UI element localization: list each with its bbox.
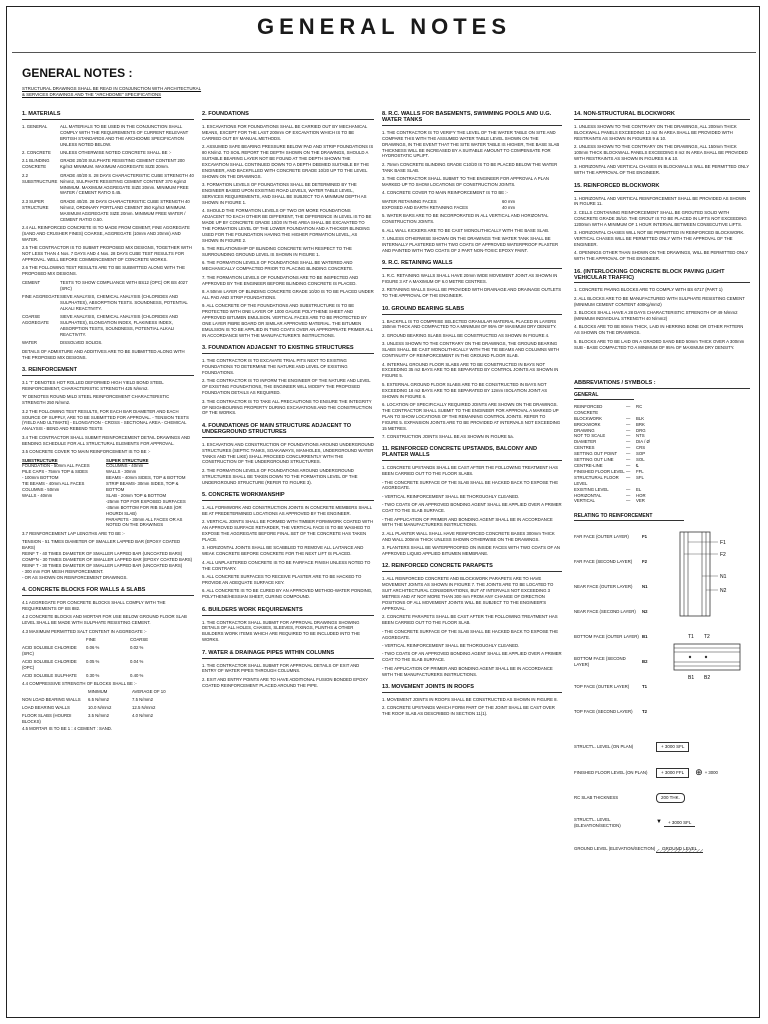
cover-line: COLUMNS - 50mm <box>22 487 60 493</box>
note-paragraph: 3. THE CONTRACTOR IS TO TAKE ALL PRECAUTIONS TO ENSURE THE INTEGRITY OF NEIGHBOURING PROPERTY DURING EXCAVATIONS AND THE CONSTRUCTION OF THE WORKS. <box>202 398 372 416</box>
abbreviation-dash: — <box>626 403 631 409</box>
abbreviation-dash: — <box>626 451 631 457</box>
sheet-title: GENERAL NOTES <box>256 14 512 39</box>
legend-code: N1 <box>642 583 648 589</box>
note-paragraph: 3. HORIZONTAL JOINTS SHALL BE SCABBLED TO REMOVE ALL LAITANCE AND WEAK CONCRETE BEFORE CONCRETE FOR THE NEXT LIFT IS PLACED. <box>202 545 364 557</box>
cover-super-heading: SUPER STRUCTURE <box>106 457 149 463</box>
fig-label-n1: N1 <box>720 574 727 581</box>
note-key: 2. CONCRETE <box>22 150 51 156</box>
table-row <box>22 697 194 703</box>
table-row <box>22 659 194 671</box>
reinforcement-heading: RELATING TO REINFORCEMENT <box>574 514 684 521</box>
table-cell: 0.30 % <box>86 672 100 678</box>
abbreviation-dash: — <box>626 445 631 451</box>
abbreviation-dash: — <box>626 427 631 433</box>
abbreviation-row <box>574 404 750 416</box>
abbreviation-code: ℄ <box>636 462 639 468</box>
note-paragraph: 1. CONCRETE UPSTANDS SHALL BE CAST AFTER THE FOLLOWING TREATMENT HAS BEEN CARRIED OUT TO THE FLOOR SLABS. <box>382 465 559 477</box>
cover-line: SLAB - 20mm TOP & BOTTOM <box>106 492 167 498</box>
note-paragraph: 8. A 50mm LAYER OF BLINDING CONCRETE GRADE 10/20 IS TO BE PLACED UNDER ALL PAD AND STRIP FOUNDATIONS. <box>202 289 374 300</box>
slab-thickness-tag: 200 THK. <box>656 793 685 803</box>
note-key: FINE AGGREGATE <box>22 294 60 300</box>
abbreviation-dash: — <box>626 439 631 445</box>
section-heading: 4. CONCRETE BLOCKS FOR WALLS & SLABS <box>22 588 194 596</box>
table-cell: MINIMUM <box>88 688 108 694</box>
table-row <box>22 713 194 725</box>
fig-label-b1: B1 <box>688 675 695 682</box>
level-label: STRUCT'L. LEVEL (ON PLAN) <box>574 744 634 750</box>
level-symbol-row <box>574 734 750 760</box>
section-heading: 6. BUILDERS WORK REQUIREMENTS <box>202 608 374 616</box>
note-value: GRADE 40/20. 28 DAYS CHARACTERISTIC CUBE STRENGTH 40 N/mm2, ORDINARY PORTLAND CEMENT 350 Kg/m3 MINIMUM. MAXIMUM AGGREGATE SIZE 20mm. MINIMUM FREE WATER / CEMENT RATIO 0.50. <box>60 198 190 222</box>
fig-label-t2: T2 <box>704 634 710 641</box>
section-heading: 3. REINFORCEMENT <box>22 368 194 376</box>
legend-label: FAR FACE (SECOND LAYER) <box>574 558 633 564</box>
abbreviation-term: DIAMETER <box>574 439 597 445</box>
note-paragraph: 4. OPENINGS OTHER THAN SHOWN ON THE DRAWINGS, WILL BE PERMITTED ONLY WITH THE APPROVAL OF THE ENGINEER. <box>574 250 748 262</box>
legend-row <box>574 699 750 724</box>
note-paragraph: 5. THE RELATIONSHIP OF BLINDING CONCRETE WITH RESPECT TO THE SURROUNDING GROUND LEVEL IS SHOWN IN FIGURE 1. <box>202 246 352 258</box>
note-paragraph: 1. THE CONTRACTOR SHALL SUBMIT FOR APPROVAL DRAWINGS SHOWING DETAILS OF ALL HOLES, CHASES, SLEEVES, FIXINGS, PLINTHS & OTHER BUILDERS WORK ITEMS WHICH ARE REQUIRED TO BE INCLUDED INTO THE WORKS. <box>202 619 360 643</box>
note-paragraph: 1. THE CONTRACTOR SHALL SUBMIT FOR APPROVAL DETAILS OF EXIT AND ENTRY OF WATER PIPES THROUGH COLUMNS. <box>202 662 360 674</box>
note-paragraph: - THE APPLICATION OF PRIMER AND BONDING AGENT SHALL BE IN ACCORDANCE WITH THE MANUFACTURERS INSTRUCTIONS. <box>382 665 553 677</box>
table-cell: 10.0 N/mm2 <box>88 704 112 710</box>
cover-sub-heading: SUBSTRUCTURE <box>22 457 58 463</box>
note-paragraph: 2. ALL PLANTER WALL SHALL HAVE REINFORCED CONCRETE BASES 300mm THICK AND WALL 200mm THICK UNLESS SHOWN OTHERWISE ON THE DRAWINGS. <box>382 530 555 542</box>
abbreviation-code: CRS <box>636 445 646 451</box>
table-cell: 0.04 % <box>130 658 144 664</box>
table-cell: 0.06 % <box>86 644 100 650</box>
note-paragraph: 4.3 MAXIMUM PERMITTED SALT CONTENT IN AGGREGATE :- <box>22 628 147 634</box>
note-paragraph: 3.7 REINFORCEMENT LAP LENGTHS ARE TO BE :- <box>22 530 125 536</box>
abbreviation-term: REINFORCED CONCRETE <box>574 403 603 415</box>
note-value: SIEVE ANALYSIS, CHEMICAL ANALYSIS (CHLORIDES AND SULPHATES), ELONGATION INDEX, FLAKINESS INDEX, ABSORPTION TESTS, SOUNDNESS, POTENTIAL ALKALI REACTIVITY. <box>60 314 179 337</box>
slab-reinforcement-diagram <box>670 632 750 682</box>
abbreviation-code: EL <box>636 486 642 492</box>
note-paragraph: 2. THE FORMATION LEVELS OF FOUNDATIONS AROUND UNDERGROUND STRUCTURES SHALL BE TAKEN DOWN TO THE FORMATION LEVEL OF THE UNDERGROUND STRUCTURE (REFER TO FIGURE 3). <box>202 467 358 485</box>
abbreviation-term: CENTRES <box>574 445 595 451</box>
table-cell: LOAD BEARING WALLS <box>22 704 70 710</box>
cover-line: WALLS - 30mm <box>106 469 137 475</box>
note-paragraph: 2.6 THE FOLLOWING TEST RESULTS ARE TO BE SUBMITTED ALONG WITH THE PROPOSED MIX DESIGNS. <box>22 265 185 277</box>
table-cell: 0.02 % <box>130 644 144 650</box>
note-row <box>22 294 194 312</box>
note-paragraph: 3. PLANTERS SHALL BE WATERPROOFED ON INSIDE FACES WITH TWO COATS OF AN APPROVED LIQUID APPLIED BITUMEN MEMBRANE. <box>382 545 561 557</box>
note-paragraph: 7. THE FORMATION LEVELS OF FOUNDATIONS ARE TO BE INSPECTED AND APPROVED BY THE ENGINEER BEFORE BLINDING CONCRETE IS PLACED. <box>202 274 359 286</box>
abbreviation-term: BRICKWORK <box>574 421 601 427</box>
level-symbol-row <box>574 760 750 786</box>
ground-level-symbol: GROUND LEVEL <box>656 846 703 853</box>
legend-code: N2 <box>642 608 648 614</box>
bar-dot <box>705 656 707 658</box>
abbreviation-code: BLK <box>636 415 645 421</box>
note-paragraph: 2. CELLS CONTAINING REINFORCEMENT SHALL BE GROUTED SOLID WITH CONCRETE GRADE 35/10. THE GROUT IS TO BE PLACED IN LIFTS NOT EXCEEDING 1200mm WITH A MINIMUM OF 1 HOUR INTERVAL BETWEEN CONSECUTIVE LIFTS. <box>574 209 747 227</box>
abbreviation-dash: — <box>626 457 631 463</box>
note-paragraph: 1. R.C. RETAINING WALLS SHALL HAVE 20mm WIDE MOVEMENT JOINT AS SHOWN IN FIGURE 3 AT A MAXIMUM OF 6.0 METRE CENTRES. <box>382 273 558 284</box>
table-row <box>22 705 194 711</box>
general-notes-intro: STRUCTURAL DRAWINGS SHALL BE READ IN CONJUNCTION WITH ARCHITECTURAL & SERVICES DRAWINGS AND THE "ARCHDOME" SPECIFICATIONS <box>22 86 202 97</box>
note-paragraph: 3.2 THE FOLLOWING TEST RESULTS, FOR EACH BAR DIAMETER AND EACH SOURCE OF SUPPLY, ARE TO BE SUBMITTED FOR APPROVAL. - TENSION TESTS (YIELD AND ULTIMATE) - ELONGATION - CROSS - SECTIONAL AREA - CHEMICAL ANALYSIS - BEND AND REBEND TESTS <box>22 408 189 432</box>
table-cell: AVERAGE OF 10 <box>132 688 166 694</box>
section-heading: 12. REINFORCED CONCRETE PARAPETS <box>382 564 562 572</box>
cover-line: BEAMS - 40mm SIDES, TOP & BOTTOM <box>106 475 186 481</box>
note-paragraph: - VERTICAL REINFORCEMENT SHALL BE THOROUGHLY CLEANED. <box>382 493 520 499</box>
abbreviation-dash: — <box>626 486 631 492</box>
abbreviation-term: STRUCTURAL FLOOR LEVEL <box>574 474 619 486</box>
abbreviation-dash: — <box>626 468 631 474</box>
lap-line: REINF T - 30 TIMES DIAMETER OF SMALLER LAPPED BAR (UNCOATED BARS) <box>22 562 183 568</box>
note-paragraph: 2. CONCRETE UPSTANDS WHICH FORM PART OF THE JOINT SHALL BE CAST OVER THE ROOF SLAB AS DESCRIBED IN SECTION 11(1). <box>382 705 555 717</box>
abbreviation-term: SETTING OUT LINE <box>574 457 614 463</box>
fig-label-t1: T1 <box>688 634 694 641</box>
section-heading: 16. (INTERLOCKING CONCRETE BLOCK PAVING (LIGHT VEHICULAR TRAFFIC) <box>574 270 750 284</box>
note-key: 2.2 SUBSTRUCTURE <box>22 172 58 184</box>
note-key: 2.1 BLINDING CONCRETE <box>22 158 50 170</box>
note-paragraph: 3. THE CONTRACTOR SHALL SUBMIT TO THE ENGINEER FOR APPROVAL A PLAN MARKED UP TO SHOW LOCATIONS OF CONSTRUCTION JOINTS. <box>382 176 549 188</box>
note-paragraph: 1. HORIZONTAL AND VERTICAL REINFORCEMENT SHALL BE PROVIDED AS SHOWN IN FIGURE 11. <box>574 195 747 207</box>
note-paragraph: 7. UNLESS OTHERWISE SHOWN ON THE DRAWINGS THE WATER TANK SHALL BE INTERNALLY PLASTERED WITH TWO COATS OF APPROVED WATERPROOF PLASTER AND PAINTED WITH TWO COATS OF 2 PART NON-TOXIC EPOXY PAINT. <box>382 235 559 253</box>
note-value: ALL MATERIALS TO BE USED IN THE CONJUNCTION SHALL COMPLY WITH THE REQUIREMENTS OF CURRENT RELEVANT BRITISH STANDARDS AND THE ARCHDOME SPECIFICATION UNLESS NOTED BELOW. <box>60 123 189 147</box>
legend-code: B1 <box>642 633 648 639</box>
abbreviation-dash: — <box>626 474 631 480</box>
cover-substructure <box>22 458 100 529</box>
table-cell: 0.05 % <box>86 658 100 664</box>
note-row <box>22 173 194 197</box>
note-paragraph: 2.4 ALL REINFORCED CONCRETE IS TO MADE FROM CEMENT, FINE AGGREGATE (SAND AND CRUSHER FINES) COARSE, AGGREGATE (10mm AND 20mm) AND WATER. <box>22 225 190 242</box>
note-paragraph: 7. CONSTRUCTION JOINTS SHALL BE AS SHOWN IN FIGURE 5a. <box>382 433 514 439</box>
cover-line: TIE BEAMS - 40mm ALL FACES <box>22 481 85 487</box>
abbreviation-dash: — <box>626 498 631 504</box>
cover-line: PARAPETS - 30mm ALL FACES OR AS NOTED ON THE DRAWINGS <box>106 516 183 528</box>
table-cell: ACID SOLUBLE CHLORIDE (SRC) <box>22 644 77 656</box>
note-paragraph: 3. FORMATION LEVELS OF FOUNDATIONS SHALL BE DETERMINED BY THE ENGINEER BASED UPON EXISTING ROAD LEVELS, WATER TABLE LEVEL, SERVICES REQUIREMENTS, AND SHALL BE SUBJECT TO A MINIMUM DEPTH AS SHOWN IN FIGURE 1. <box>202 182 367 205</box>
note-paragraph: 3. BLOCKS SHALL HAVE A 28 DAYS CHARACTERISTIC STRENGTH OF 49 N/mm2 (MINIMUM INDIVIDUAL STRENGTH 40 N/mm2) <box>574 310 738 322</box>
note-paragraph: 5. BLOCKS ARE TO BE LAID ON A GRADED SAND BED 50mm THICK OVER A 300mm SUB - BASE COMPACTED TO A MINIMUM OF 95% OF MAXIMUM DRY DENSITY. <box>574 338 745 350</box>
abbreviation-dash: — <box>626 415 631 421</box>
note-value: TESTS TO SHOW COMPLIANCE WITH BS12 (OPC) OR BS 4027 (SRC) <box>60 279 188 291</box>
section-heading: 10. GROUND BEARING SLABS <box>382 307 562 315</box>
note-paragraph: 'R' DENOTES ROUND MILD STEEL REINFORCEMENT CHARACTERISTIC STRENGTH 250 N/mm2. <box>22 394 170 406</box>
note-row <box>22 158 194 170</box>
abbreviation-code: SFL <box>636 474 644 480</box>
notes-column-1 <box>22 112 194 735</box>
note-paragraph: 1. ALL FORMWORK AND CONSTRUCTION JOINTS IN CONCRETE MEMBERS SHALL BE AT PREDETERMINED LOCATIONS AS APPROVED BY THE ENGINEER. <box>202 504 372 516</box>
abbreviation-term: HORIZONTAL <box>574 492 602 498</box>
legend-label: TOP FACE (OUTER LAYER) <box>574 683 630 689</box>
note-paragraph: 6. ALL CONCRETE IS TO BE CURED BY AN APPROVED METHOD-WATER PONDING, POLYTHENE/HESSIAN SHEET, CURING COMPOUND. <box>202 588 373 600</box>
table-cell <box>22 637 82 643</box>
note-paragraph: 4. BLOCKS ARE TO BE 80mm THICK, LAID IN HERRING BONE OR OTHER PATTERN AS SHOWN ON THE DRAWINGS. <box>574 324 744 336</box>
table-cell: 12.5 N/mm2 <box>132 704 156 710</box>
note-paragraph: 1. CONCRETE PAVING BLOCKS ARE TO COMPLY WITH BS 6717 (PART 1) <box>574 287 723 293</box>
abbreviations-heading: ABBREVIATIONS / SYMBOLS : <box>574 381 750 389</box>
legend-code: B2 <box>642 658 648 664</box>
note-row <box>22 340 194 346</box>
abbreviation-dash: — <box>626 433 631 439</box>
notes-column-2 <box>202 112 374 691</box>
section-heading: 14. NON-STRUCTURAL BLOCKWORK <box>574 112 750 120</box>
cover-line: -35mm BOTTOM FOR RIB SLABS (OR HOURDI SLAB) <box>106 504 182 516</box>
legend-label: BOTTOM FACE (SECOND LAYER) <box>574 655 626 667</box>
level-label: GROUND LEVEL (ELEVATION/SECTION) <box>574 846 656 852</box>
level-triangle-icon: ▼ <box>656 819 662 826</box>
note-paragraph: 1. ALL REINFORCED CONCRETE AND BLOCKWORK PARAPETS ARE TO HAVE MOVEMENT JOINTS AS SHOWN IN FIGURE 7. THE JOINTS ARE TO BE LOCATED TO SUIT ARCHITECTURAL CONSIDERATIONS, BUT AT INTERVALS NOT EXCEEDING 3 METRES AND AT NOT MORE THAN 300 mm FROM ANY CHANGE OF DIRECTION POSITIONS OF ALL MOVEMENT JOINTS WILL BE SUBJECT TO THE ENGINEER'S APPROVAL. <box>382 576 554 611</box>
note-paragraph: 4.1 AGGREGATE FOR CONCRETE BLOCKS SHALL COMPLY WITH THE REQUIREMENTS OF BS 882. <box>22 600 166 611</box>
level-value: + 3000 SFL <box>664 820 695 827</box>
abbreviation-dash: — <box>626 421 631 427</box>
fig-label-f2: F2 <box>720 552 726 559</box>
table-cell: 3.5 N/mm2 <box>88 712 110 718</box>
note-paragraph: 9. ALL CONCRETE OF THE FOUNDATIONS AND SUBSTRUCTURE IS TO BE PROTECTED WITH ONE LAYER OF 1000 GAUGE POLYTHENE SHEET AND APPROVED BITUMEN EMULSION. VERTICAL FACES ARE TO BE PROTECTED BY ONE LAYER FIBRE BOARD OR SIMILAR APPROVED MATERIAL. THE BITUMEN EMULSION IS TO BE APPLIED IN TWO COATS OVER AN APPROPRIATE PRIMER ALL IN ACCORDANCE WITH THE MANUFACTURER'S INSTRUCTIONS. <box>202 303 373 338</box>
cover-row <box>382 205 562 211</box>
cover-key: EXPOSED AND EARTH RETAINING FACES <box>382 204 469 210</box>
note-paragraph: - TWO COATS OF AN APPROVED BONDING AGENT SHALL BE APPLIED OVER A PRIMER COAT TO THE SLAB SURFACE. <box>382 651 562 663</box>
table-cell: COARSE <box>130 637 149 643</box>
cover-line: STRIP BEAMS- 30mm SIDES, TOP & BOTTOM <box>106 481 179 493</box>
note-paragraph: 2.5 THE CONTRACTOR IS TO SUBMIT PROPOSED MIX DESIGNS, TOGETHER WITH NOT LESS THAN 4 Nos. 7 DAYS AND 4 Nos. 28 DAYS CUBE TEST RESULTS FOR APPROVAL. WELL BEFORE COMMENCEMENT OF CONCRETE WORKS. <box>22 245 192 263</box>
note-paragraph: 1. MOVEMENT JOINTS IN ROOFS SHALL BE CONSTRUCTED AS SHOWN IN FIGURE 8. <box>382 696 558 702</box>
note-paragraph: 4.5 MORTAR IS TO BE 1 : 4 CEMENT : SAND. <box>22 726 113 732</box>
lap-line: - OR AS SHOWN ON REINFORCEMENT DRAWINGS. <box>22 574 128 580</box>
abbreviation-term: FINISHED FLOOR LEVEL <box>574 468 625 474</box>
note-paragraph: 1. THE CONTRACTOR IS TO EXCAVATE TRIAL PITS NEXT TO EXISTING FOUNDATIONS TO DETERMINE THE NATURE AND LEVEL OF EXISTING FOUNDATIONS. <box>202 358 348 376</box>
note-row <box>22 280 194 292</box>
note-paragraph: 3. HORIZONTAL AND VERTICAL CHASES IN BLOCKWALLS WILL BE PERMITTED ONLY WITH THE APPROVAL OF THE ENGINEER. <box>574 164 750 176</box>
table-cell: FINE <box>86 637 96 643</box>
abbreviation-dash: — <box>626 492 631 498</box>
title-divider <box>12 52 756 53</box>
abbreviation-code: SOP <box>636 451 646 457</box>
note-paragraph: 1. EXCAVATIONS FOR FOUNDATIONS SHALL BE CARRIED OUT BY MECHANICAL MEANS, EXCEPT FOR THE LAST 200mm OF EXCAVATION WHICH IS TO BE CARRIED OUT BY MANUAL METHODS. <box>202 123 368 141</box>
salt-table-header <box>22 637 194 643</box>
note-paragraph: 4. INTERNAL GROUND FLOOR SLABS ARE TO BE CONSTRUCTED IN BAYS NOT EXCEEDING 35 m2 BAYS ARE TO BE SEPARATED BY CONTROL JOINTS AS SHOWN IN FIGURE 5. <box>382 361 559 379</box>
legend-label: FAR FACE (OUTER LAYER) <box>574 533 629 539</box>
abbreviation-row <box>574 475 750 487</box>
note-paragraph: - TWO COATS OF AN APPROVED BONDING AGENT SHALL BE APPLIED OVER A PRIMER COAT TO THE SLAB SURFACE. <box>382 502 562 514</box>
abbreviation-code: NTS <box>636 433 645 439</box>
notes-column-3 <box>382 112 562 720</box>
table-cell: 4.0 N/mm2 <box>132 712 154 718</box>
note-paragraph: 2. VERTICAL JOINTS SHALL BE FORMED WITH TIMBER FORMWORK COATED WITH AN APPROVED SURFACE RETARDER, THE VERTICAL FACE IS TO BE WASHED TO EXPOSE THE AGGREGATE BEFORE FINAL SET OF THE CONCRETE HAS TAKEN PLACE. <box>202 519 374 542</box>
note-key: 2.3 SUPER STRUCTURE <box>22 198 49 210</box>
bar-dot <box>689 656 691 658</box>
abbreviation-code: VER <box>636 498 645 504</box>
note-row <box>22 314 194 338</box>
note-paragraph: 4. ALL UNPLASTERED CONCRETE IS TO BE FAIRFACE FINISH UNLESS NOTED TO THE CONTRARY. <box>202 559 371 571</box>
fig-label-n2: N2 <box>720 588 727 595</box>
abbreviation-term: DRAWING <box>574 427 595 433</box>
block-table-header <box>22 689 194 695</box>
cover-value: 60 mm <box>502 198 516 204</box>
note-value: GRADE 20/20 SULPHATE RESISTING CEMENT CONTENT 200 Kg/m3 MINIMUM. MAXIMUM AGGREGATE SIZE 20mm. <box>60 158 185 170</box>
cover-line: PILE CAPS - 75mm TOP & SIDES <box>22 469 88 475</box>
cover-line: - 100mm BOTTOM <box>22 475 59 481</box>
section-heading: 3. FOUNDATION ADJACENT TO EXISTING STRUCTURES <box>202 346 374 354</box>
legend-label: NEAR FACE (OUTER LAYER) <box>574 583 633 589</box>
wall-reinforcement-diagram <box>674 530 744 620</box>
note-paragraph: 3.5 CONCRETE COVER TO MAIN REINFORCEMENT IS TO BE :- <box>22 449 151 455</box>
abbreviation-term: BLOCKWORK <box>574 415 602 421</box>
lap-line: COMP'N - 30 TIMES DIAMETER OF SMALLER LAPPED BAR (EPOXY COATED BARS) <box>22 557 193 562</box>
note-paragraph: 3.4 THE CONTRACTOR SHALL SUBMIT REINFORCEMENT DETAIL DRAWINGS AND BENDING SCHEDULE FOR ALL STRUCTURAL ELEMENTS FOR APPROVAL. <box>22 434 191 446</box>
table-cell: FLOOR SLABS (HOURDI BLOCKS) <box>22 712 72 724</box>
note-paragraph: 6. ALL WALL KICKERS ARE TO BE CAST MONOLITHICALLY WITH THE BASE SLAB. <box>382 227 550 233</box>
note-paragraph: 1. THE CONTRACTOR IS TO VERIFY THE LEVEL OF THE WATER TABLE ON SITE AND COMPARE THIS WITH THE ASSUMED WATER TABLE LEVEL SHOWN ON THE DRAWINGS, IN THE EVENT THAT THE SITE WATER TABLE IS HIGHER, THE BASE SLAB THICKNESS WILL BE INCREASED BY A SUITABLE AMOUNT TO COMPENSATE FOR HYDROSTATIC UPLIFT. <box>382 129 560 159</box>
note-paragraph: 2. ASSUMED SAFE BEARING PRESSURE BELOW PAD AND STRIP FOUNDATIONS IS 80 KN/m2. TO SOIL REPORT THE DEPTH SHOWN ON THE DRAWINGS, SHOULD A SUITABLE BEARING LAYER NOT BE FOUND AT THE DEPTH SHOWN THE EXCAVATION SHALL CONTINUED DOWN TO A DEPTH DEEMED SUITABLE BY THE ENGINEER, AND BACKFILLED WITH CONCRETE GRADE 10/20 UP TO THE LEVEL SHOWN ON THE DRAWINGS. <box>202 144 374 179</box>
level-box: + 3000 SFL <box>656 742 689 752</box>
level-cross-icon: ⊕ <box>695 767 703 778</box>
section-heading: 1. MATERIALS <box>22 112 194 120</box>
fig-label-b2: B2 <box>704 675 711 682</box>
cover-superstructure <box>106 458 194 529</box>
section-heading: 8. R.C. WALLS FOR BASEMENTS, SWIMMING POOLS AND U.G. WATER TANKS <box>382 112 562 126</box>
note-paragraph: 3. HORIZONTAL CHASES WILL NOT BE PERMITTED IN REINFORCED BLOCKWORK. VERTICAL CHASES WILL BE PERMITTED ONLY WITH THE APPROVAL OF THE ENGINEER. <box>574 230 745 247</box>
note-row <box>22 150 194 156</box>
table-row <box>22 645 194 657</box>
section-heading: 5. CONCRETE WORKMANSHIP <box>202 493 374 501</box>
note-paragraph: 5. WATER BARS ARE TO BE INCORPORATED IN ALL VERTICAL AND HORIZONTAL CONSTRUCTION JOINTS. <box>382 213 549 225</box>
table-cell: ACID SOLUBLE SULPHATE <box>22 672 77 678</box>
note-paragraph: 3.1 'T' DENOTES HOT ROLLED DEFORMED HIGH YIELD BOND STEEL REINFORCEMENT, CHARACTERISTIC STRENGTH 425 N/mm2. <box>22 380 164 391</box>
note-paragraph: 6. THE FORMATION LEVELS OF FOUNDATIONS SHALL BE WATERED AND MECHANICALLY COMPACTED PRIOR TO PLACING BLINDING CONCRETE. <box>202 260 354 272</box>
note-paragraph: - THE CONCRETE SURFACE OF THE SLAB SHALL BE HACKED BACK TO EXPOSE THE AGGREGATE. <box>382 479 559 491</box>
note-paragraph: 1. EXCAVATION AND CONSTRUCTION OF FOUNDATIONS AROUND UNDERGROUND STRUCTURES (SEPTIC TANKS, SOAKAWAYS, MANHOLES, UNDERGROUND WATER TANKS AND THE LIKE) SHALL PROCEED CONCURRENTLY WITH THE CONSTRUCTION OF THE UNDERGROUND STRUCTURES. <box>202 441 374 465</box>
level-label: STRUCT'L. LEVEL (ELEVATION/SECTION) <box>574 817 621 829</box>
note-paragraph: 4.4 COMPRESSIVE STRENGTH OF BLOCKS SHALL BE :- <box>22 680 137 686</box>
table-cell: NON LOAD BEARING WALLS <box>22 696 81 702</box>
note-paragraph: 4. CONCRETE COVER TO MAIN REINFORCEMENT IS TO BE :- <box>382 190 508 196</box>
note-paragraph: - VERTICAL REINFORCEMENT SHALL BE THOROUGHLY CLEANED. <box>382 642 520 648</box>
cover-table <box>22 458 194 529</box>
abbreviation-code: BRK <box>636 421 645 427</box>
table-cell: ACID SOLUBLE CHLORIDE (OPC) <box>22 658 77 670</box>
note-paragraph: 2. 75mm CONCRETE BLINDING GRADE C10/20 IS TO BE PLACED BELOW THE WATER TANK BASE SLAB. <box>382 161 558 173</box>
level-label: FINISHED FLOOR LEVEL (ON PLAN) <box>574 770 648 776</box>
note-value: DISSOLVED SOLIDS. <box>60 340 103 346</box>
table-cell: 7.5 N/mm2 <box>132 696 154 702</box>
level-symbol-row <box>574 786 750 810</box>
note-paragraph: 1. BACKFILL IS TO COMPRISE SELECTED GRANULAR MATERIAL PLACED IN LAYERS 150mm THICK AND COMPACTED TO A MINIMUM OF 95% OF MAXIMUM DRY DENSITY. <box>382 318 557 330</box>
abbreviation-code: DRG <box>636 427 646 433</box>
abbreviations-list <box>574 404 750 504</box>
abbreviation-code: SOL <box>636 457 645 463</box>
note-paragraph: 2. GROUND BEARING SLABS SHALL BE CONSTRUCTED AS SHOWN IN FIGURE 4. <box>382 332 550 338</box>
section-heading: 2. FOUNDATIONS <box>202 112 374 120</box>
legend-code: F2 <box>642 558 648 564</box>
cover-value: 40 mm <box>502 204 516 210</box>
lap-line: REINF T - 40 TIMES DIAMETER OF SMALLER LAPPED BAR (UNCOATED BARS) <box>22 551 183 557</box>
section-heading: 4. FOUNDATIONS OF MAIN STRUCTURE ADJACENT TO UNDERGROUND STRUCTURES <box>202 424 374 438</box>
note-paragraph: 2. ALL BLOCKS ARE TO BE MANUFACTURED WITH SULPHATE RESISTING CEMENT (MINIMUM CEMENT CONTENT 400Kg/mm2) <box>574 295 745 307</box>
cover-line: WALLS - 40mm <box>22 492 53 498</box>
level-label: RC SLAB THICKNESS <box>574 795 619 801</box>
lap-line: - 300 mm FOR MESH REINFORCEMENT. <box>22 568 104 574</box>
abbreviation-code: HOR <box>636 492 646 498</box>
cover-line: COLUMNS - 40mm <box>106 463 144 469</box>
table-cell <box>22 689 84 695</box>
note-paragraph: 2. CONCRETE PARAPETS SHALL BE CAST AFTER THE FOLLOWING TREATMENT HAS BEEN CARRIED OUT TO THE FLOOR SLAB. <box>382 614 558 626</box>
section-heading: 7. WATER & DRAINAGE PIPES WITHIN COLUMNS <box>202 651 374 659</box>
wall-outline <box>680 532 710 616</box>
legend-label: TOP FACE (SECOND LAYER) <box>574 708 633 714</box>
note-key: WATER <box>22 340 38 346</box>
section-heading: 11. REINFORCED CONCRETE UPSTANDS, BALCONY AND PLANTER WALLS <box>382 447 562 461</box>
abbreviation-term: SETTING OUT POINT <box>574 451 618 457</box>
abbreviation-code: DIA / Ø <box>636 439 650 445</box>
general-notes-heading: GENERAL NOTES : <box>22 66 133 80</box>
note-paragraph: 2. EXIT AND ENTRY POINTS ARE TO HAVE ADDITIONAL FUSION BONDED EPOXY COATED REINFORCEMENT PLACED AROUND THE PIPE. <box>202 676 368 688</box>
note-key: CEMENT <box>22 279 41 285</box>
note-paragraph: - THE APPLICATION OF PRIMER AND BONDING AGENT SHALL BE IN ACCORDANCE WITH THE MANUFACTURERS INSTRUCTIONS. <box>382 516 553 528</box>
abbreviation-code: RC <box>636 403 643 409</box>
section-heading: 15. REINFORCED BLOCKWORK <box>574 184 750 192</box>
level-box: + 3000 FFL <box>656 768 689 778</box>
legend-code: T1 <box>642 683 648 689</box>
notes-column-4 <box>574 112 750 862</box>
note-paragraph: 6. LOCATION OF SPECIFICALLY REQUIRED JOINTS ARE SHOWN ON THE DRAWINGS. THE CONTRACTOR SHALL SUBMIT TO THE ENGINEER FOR APPROVAL A MARKED UP PLAN TO SHOW LOCATIONS OF THE REMAINING CONTROL JOINTS. REFER TO FIGURE 5. EXPANSION JOINTS ARE TO BE PROVIDED AT INTERVALS NOT EXCEEDING 15 METRES. <box>382 401 561 431</box>
table-cell: 0.40 % <box>130 672 144 678</box>
note-paragraph: 2. RETAINING WALLS SHALL BE PROVIDED WITH DRAINAGE AND DRAINAGE OUTLETS TO THE APPROVAL OF THE ENGINEER. <box>382 287 562 299</box>
level-symbol-row <box>574 836 750 862</box>
section-heading: 13. MOVEMENT JOINTS IN ROOFS <box>382 685 562 693</box>
reinforcement-legend <box>574 524 750 724</box>
legend-label: BOTTOM FACE (OUTER LAYER) <box>574 633 639 639</box>
cover-key: WATER RETAINING FACES <box>382 198 437 204</box>
note-value: UNLESS OTHERWISE NOTED CONCRETE SHALL BE :- <box>60 150 172 156</box>
note-paragraph: 5. ALL CONCRETE SURFACES TO RECEIVE PLASTER ARE TO BE HACKED TO PROVIDE AN ADEQUATE SURFACE KEY. <box>202 574 362 585</box>
legend-label: NEAR FACE (SECOND LAYER) <box>574 608 636 614</box>
abbreviations-general-heading: GENERAL <box>574 393 634 400</box>
note-paragraph: - THE CONCRETE SURFACE OF THE SLAB SHALL BE HACKED BACK TO EXPOSE THE AGGREGATE. <box>382 628 559 640</box>
note-key: 1. GENERAL <box>22 123 48 129</box>
abbreviation-term: EXISTING LEVEL <box>574 486 609 492</box>
note-paragraph: 3. UNLESS SHOWN TO THE CONTRARY ON THE DRAWINGS, THE GROUND BEARING SLABS SHALL BE CAST MONOLITHICALLY WITH THE TIE BEAMS AND COLUMNS WITH CONTINUITY OF REINFORCEMENT IN THE GROUND FLOOR SLAB. <box>382 341 560 359</box>
table-row <box>22 673 194 679</box>
cover-line: -25mm TOP FOR EXPOSED SURFACES <box>106 498 186 504</box>
note-row <box>22 199 194 223</box>
fig-label-f1: F1 <box>720 540 726 547</box>
note-key: COARSE AGGREGATE <box>22 314 49 326</box>
note-paragraph: 2. THE CONTRACTOR IS TO INFORM THE ENGINEER OF THE NATURE AND LEVEL OF EXISTING FOUNDATIONS, THE ENGINEER WILL MODIFY THE PROPOSED FOUNDATION DETAILS AS REQUIRED. <box>202 378 371 396</box>
lap-line: TENSION - 51 TIMES DIAMETER OF SMALLER LAPPED BAR (EPOXY COATED BARS) <box>22 539 181 551</box>
table-cell: 6.5 N/mm2 <box>88 696 110 702</box>
note-paragraph: DETAILS OF ADMIXTURE AND ADDITIVES ARE TO BE SUBMITTED ALONG WITH THE PROPOSED MIX DESIGNS. <box>22 348 185 360</box>
level-value: + 3000 <box>704 770 718 776</box>
abbreviation-term: NOT TO SCALE <box>574 433 606 439</box>
note-paragraph: 1. UNLESS SHOWN TO THE CONTRARY ON THE DRAWINGS, ALL 200mm THICK BLOCKWALL PANELS EXCEEDING 12 m2 IN AREA SHALL BE PROVIDED WITH RESTRAINTS AS SHOWN IN FIGURES 9 & 10. <box>574 123 737 141</box>
note-paragraph: 4. SHOULD THE FORMATION LEVELS OF TWO OR MORE FOUNDATIONS ADJACENT TO EACH OTHER BE DIFFERENT, THE DIFFERENCE IN LEVEL IS TO BE MADE UP BY CONCRETE GRADE 10/20 IN THE AREA SHALL BE EXCAVATED TO THE FORMATION LEVEL OF THE LOWER FOUNDATION AND A THICKER BLINDING USED FOR THE FOUNDATION HAVING THE HIGHER FORMATION LEVEL, AS SHOWN IN FIGURE 2. <box>202 208 372 243</box>
note-paragraph: 2. UNLESS SHOWN TO THE CONTRARY ON THE DRAWINGS, ALL 150mm THICK 100mm THICK BLOCKWALL PANELS EXCEEDING 8 m2 IN AREA SHALL BE PROVIDED WITH RESTRAINTS AS SHOWN IN FIGURES 9 & 10. <box>574 144 748 161</box>
legend-code: F1 <box>642 533 648 539</box>
cover-line: FOUNDATION - 50mm ALL FACES <box>22 463 90 469</box>
note-value: SIEVE ANALYSIS, CHEMICAL ANALYSIS (CHLORIDES AND SULPHATES), ABSORPTION TESTS. SOUNDNESS, POTENTIAL ALKALI REACTIVITY. <box>60 294 188 311</box>
note-paragraph: 5. EXTERNAL GROUND FLOOR SLABS ARE TO BE CONSTRUCTED IN BAYS NOT EXCEEDING 18 m2 BAYS ARE TO BE SEPARATED BY 12mm ISOLATION JOINT AS SHOWN IN FIGURE 6. <box>382 381 548 399</box>
abbreviation-code: FFL <box>636 468 644 474</box>
note-paragraph: 4.2 CONCRETE BLOCKS AND MORTAR FOR USE BELOW GROUND FLOOR SLAB LEVEL SHALL BE MADE WITH SULPHATE RESISTING CEMENT. <box>22 614 187 626</box>
abbreviation-dash: — <box>626 462 631 468</box>
abbreviation-term: CENTRE-LINE <box>574 462 603 468</box>
note-row <box>22 124 194 148</box>
section-heading: 9. R.C. RETAINING WALLS <box>382 261 562 269</box>
abbreviation-term: VERTICAL <box>574 498 595 504</box>
note-value: GRADE 40/20 S. 28 DAYS CHARACTERISTIC CUBE STRENGTH 40 N/mm2, SULPHATE RESISTING CEMENT CONTENT 370 Kg/m3 MINIMUM. MAXIMUM AGGREGATE SIZE 20mm. MINIMUM FREE WATER / CEMENT RATIO 0.45. <box>60 172 194 196</box>
legend-code: T2 <box>642 708 648 714</box>
level-symbol-row <box>574 810 750 836</box>
